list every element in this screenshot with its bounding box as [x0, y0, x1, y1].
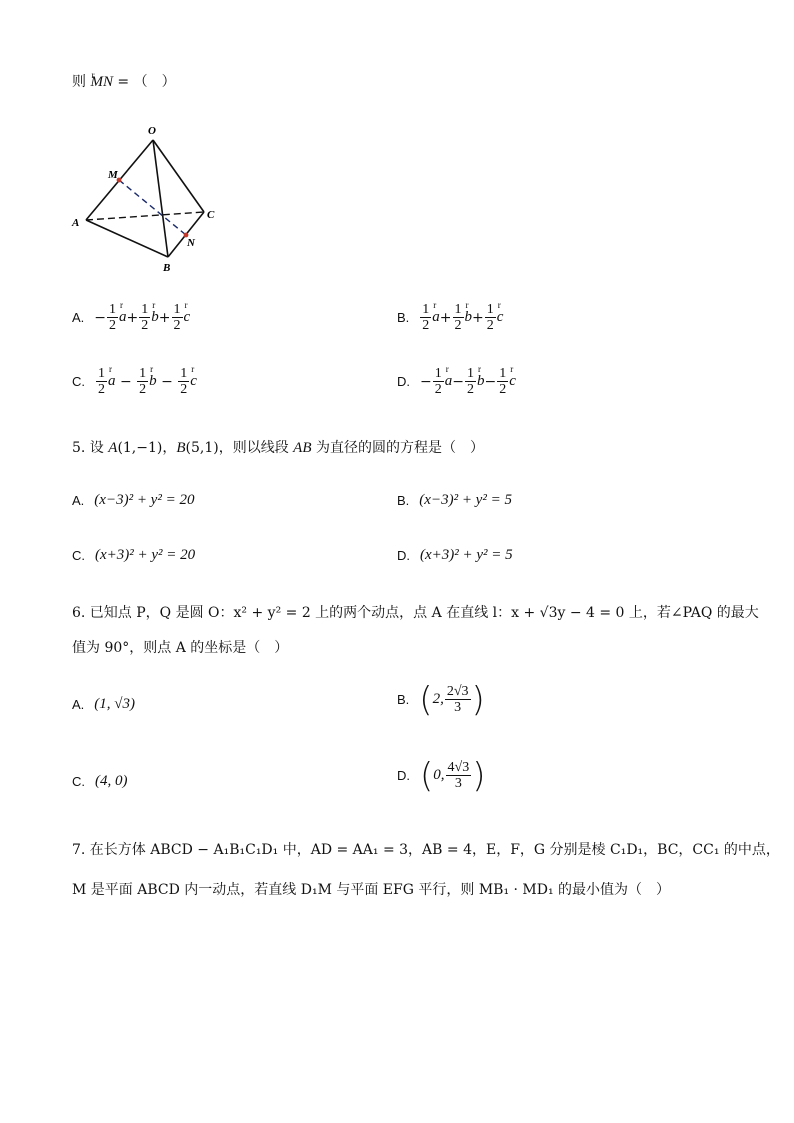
q7-stem-line2: M 是平面 ABCD 内一动点，若直线 D₁M 与平面 EFG 平行，则 MB₁ · MD₁ 的最小值为（ ） [72, 882, 671, 898]
label-B: B [163, 262, 171, 274]
q5-stem: 5. 设 A(1,−1)，B(5,1)，则以线段 AB 为直径的圆的方程是（ ） [72, 440, 484, 456]
q5-option-d-text: (x+3)² + y² = 5 [420, 547, 513, 563]
q4-stem: 则 r MN = （ ） [72, 72, 176, 92]
q6-stem-line1: 6. 已知点 P，Q 是圆 O：x² + y² = 2 上的两个动点，点 A 在直线 l：x + √3y − 4 = 0 上，若∠PAQ 的最大 [72, 605, 759, 621]
q5-option-b-text: (x−3)² + y² = 5 [419, 492, 512, 508]
q6-option-d[interactable]: D. ( 0, $\frac{4√3}{3}$ ) [397, 755, 486, 796]
q6-option-a[interactable]: A. (1, √3) [72, 696, 136, 712]
q5-option-a-text: (x−3)² + y² = 20 [94, 492, 195, 508]
label-A: A [72, 217, 80, 229]
q6-option-b[interactable]: B. ( 2, $\frac{2√3}{3}$ ) [397, 679, 485, 720]
q6-option-c[interactable]: C. (4, 0) [72, 773, 128, 789]
q5-option-b[interactable]: B. (x−3)² + y² = 5 [397, 492, 512, 508]
q4-option-d[interactable]: D. − $\frac{1}{2}$ r a − $\frac{1}{2}$ r b − $\frac{1}{2}$ r c [397, 366, 516, 397]
q5-option-c-text: (x+3)² + y² = 20 [95, 547, 196, 563]
tetrahedron-figure [66, 120, 226, 280]
label-N: N [187, 237, 195, 249]
label-M: M [108, 169, 118, 181]
q5-option-a[interactable]: A. (x−3)² + y² = 20 [72, 492, 195, 508]
q4-option-c[interactable]: C. $\frac{1}{2}$ r a − $\frac{1}{2}$ r b − $\frac{1}{2}$ r c [72, 366, 197, 397]
q7-stem-line1: 7. 在长方体 ABCD − A₁B₁C₁D₁ 中，AD = AA₁ = 3，AB = 4，E，F，G 分别是棱 C₁D₁，BC，CC₁ 的中点， [72, 842, 780, 858]
q4-option-a[interactable]: A. − $\frac{1}{2}$ r a + $\frac{1}{2}$ r b + $\frac{1}{2}$ r c [72, 302, 190, 333]
label-O: O [148, 125, 156, 137]
q6-option-c-text: (4, 0) [95, 773, 128, 789]
q5-option-c[interactable]: C. (x+3)² + y² = 20 [72, 547, 196, 563]
label-C: C [207, 209, 215, 221]
q6-stem-line2: 值为 90°，则点 A 的坐标是（ ） [72, 640, 289, 656]
q4-option-b[interactable]: B. $\frac{1}{2}$ r a + $\frac{1}{2}$ r b + $\frac{1}{2}$ r c [397, 302, 503, 333]
q5-option-d[interactable]: D. (x+3)² + y² = 5 [397, 547, 513, 563]
